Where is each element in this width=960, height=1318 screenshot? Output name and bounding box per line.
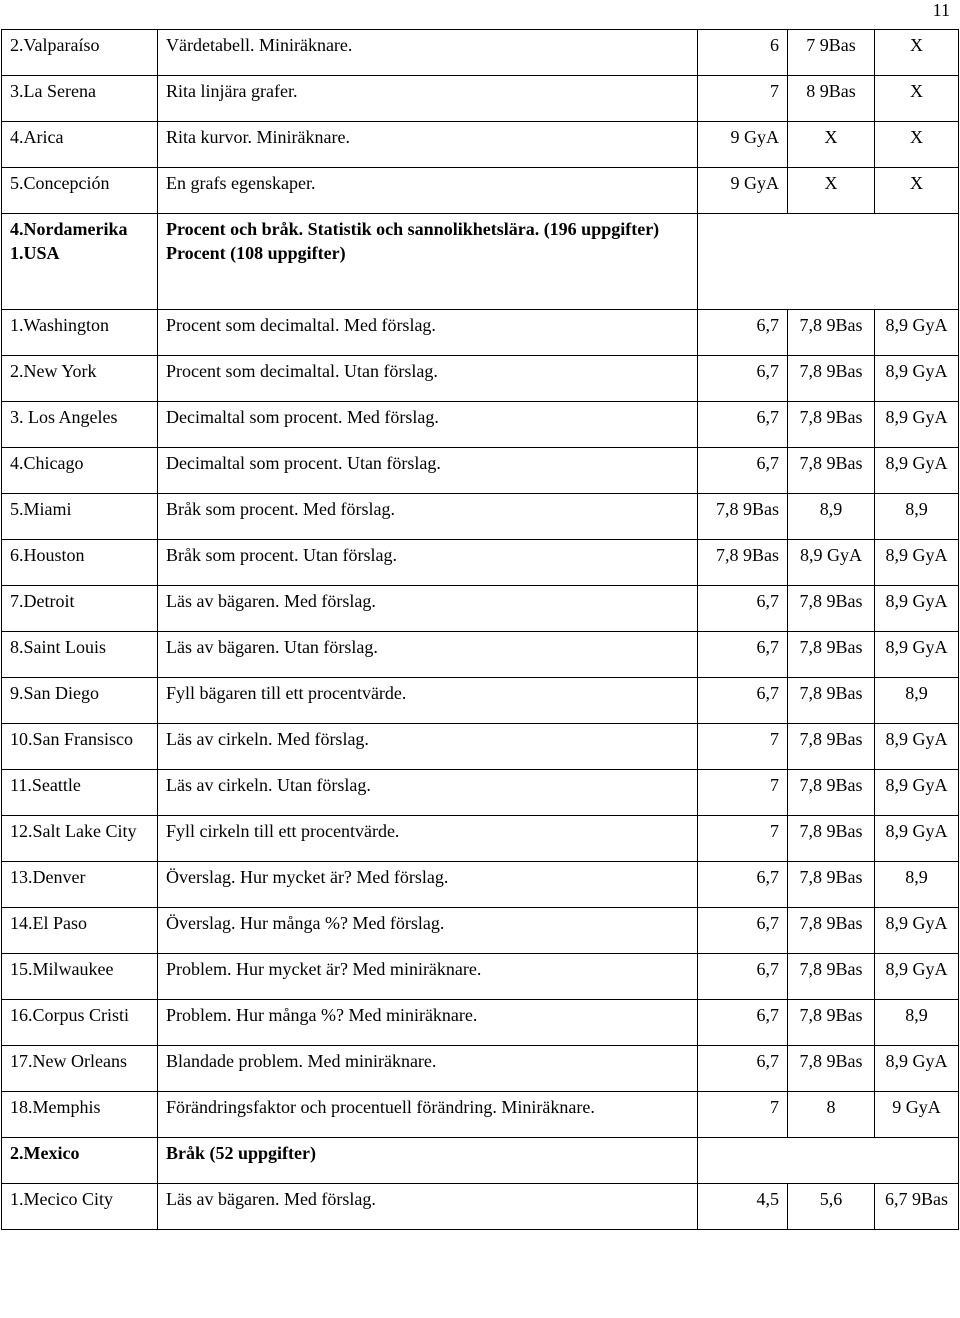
level-col-2: 7,8 9Bas (788, 356, 875, 402)
exercise-description: Bråk som procent. Utan förslag. (158, 540, 698, 586)
table-row (2, 632, 959, 678)
level-col-2: 7,8 9Bas (788, 448, 875, 494)
level-col-3: 8,9 (875, 494, 959, 540)
exercise-table (1, 29, 959, 1230)
exercise-name: 5.Miami (2, 494, 158, 540)
level-col-1: 7 (698, 770, 788, 816)
level-col-3: 8,9 GyA (875, 908, 959, 954)
exercise-description: Fyll bägaren till ett procentvärde. (158, 678, 698, 724)
exercise-description: Värdetabell. Miniräknare. (158, 30, 698, 76)
level-col-2: 7,8 9Bas (788, 954, 875, 1000)
exercise-description: Förändringsfaktor och procentuell förändring. Miniräknare. (158, 1092, 698, 1138)
level-col-2: 7,8 9Bas (788, 402, 875, 448)
section-title: 4.Nordamerika 1.USA (2, 214, 158, 310)
level-col-1: 9 GyA (698, 168, 788, 214)
level-col-2: 7,8 9Bas (788, 862, 875, 908)
level-col-1: 7 (698, 1092, 788, 1138)
level-col-1: 7,8 9Bas (698, 494, 788, 540)
exercise-name: 4.Arica (2, 122, 158, 168)
exercise-description: Procent som decimaltal. Utan förslag. (158, 356, 698, 402)
table-row (2, 494, 959, 540)
table-row (2, 122, 959, 168)
level-col-2: 7,8 9Bas (788, 816, 875, 862)
level-col-3: 8,9 GyA (875, 448, 959, 494)
table-row (2, 310, 959, 356)
level-col-1: 6,7 (698, 448, 788, 494)
level-col-2: 8,9 GyA (788, 540, 875, 586)
level-col-3: 8,9 GyA (875, 770, 959, 816)
exercise-description: Rita linjära grafer. (158, 76, 698, 122)
level-col-3: 8,9 (875, 678, 959, 724)
table-row (2, 908, 959, 954)
level-col-3: 8,9 GyA (875, 586, 959, 632)
table-row (2, 770, 959, 816)
exercise-name: 5.Concepción (2, 168, 158, 214)
exercise-name: 3. Los Angeles (2, 402, 158, 448)
level-col-1: 6,7 (698, 1000, 788, 1046)
level-col-1: 7 (698, 76, 788, 122)
level-col-3: 9 GyA (875, 1092, 959, 1138)
level-col-2: 8,9 (788, 494, 875, 540)
level-col-2: 7,8 9Bas (788, 1000, 875, 1046)
level-col-1: 6,7 (698, 586, 788, 632)
table-row (2, 30, 959, 76)
level-col-3: 8,9 (875, 862, 959, 908)
exercise-description: Läs av bägaren. Med förslag. (158, 1184, 698, 1230)
level-col-3: X (875, 30, 959, 76)
exercise-name: 18.Memphis (2, 1092, 158, 1138)
exercise-description: Blandade problem. Med miniräknare. (158, 1046, 698, 1092)
table-row (2, 448, 959, 494)
section-blank (698, 1138, 959, 1184)
level-col-2: X (788, 168, 875, 214)
level-col-1: 6,7 (698, 954, 788, 1000)
level-col-3: 8,9 GyA (875, 356, 959, 402)
level-col-1: 4,5 (698, 1184, 788, 1230)
exercise-description: Överslag. Hur mycket är? Med förslag. (158, 862, 698, 908)
level-col-3: 8,9 GyA (875, 540, 959, 586)
level-col-3: 8,9 GyA (875, 1046, 959, 1092)
exercise-name: 10.San Fransisco (2, 724, 158, 770)
level-col-3: 8,9 GyA (875, 632, 959, 678)
exercise-name: 6.Houston (2, 540, 158, 586)
level-col-2: 7,8 9Bas (788, 908, 875, 954)
level-col-1: 6,7 (698, 678, 788, 724)
level-col-1: 6,7 (698, 862, 788, 908)
exercise-description: Problem. Hur många %? Med miniräknare. (158, 1000, 698, 1046)
section-description: Bråk (52 uppgifter) (158, 1138, 698, 1184)
exercise-description: Läs av cirkeln. Med förslag. (158, 724, 698, 770)
level-col-1: 7,8 9Bas (698, 540, 788, 586)
table-row (2, 586, 959, 632)
exercise-description: Fyll cirkeln till ett procentvärde. (158, 816, 698, 862)
level-col-1: 6,7 (698, 1046, 788, 1092)
exercise-table-body (2, 30, 959, 1230)
exercise-description: Rita kurvor. Miniräknare. (158, 122, 698, 168)
level-col-2: 7,8 9Bas (788, 724, 875, 770)
table-row (2, 1046, 959, 1092)
exercise-name: 13.Denver (2, 862, 158, 908)
table-row (2, 1184, 959, 1230)
level-col-2: 7,8 9Bas (788, 586, 875, 632)
level-col-2: 5,6 (788, 1184, 875, 1230)
level-col-3: 8,9 GyA (875, 310, 959, 356)
table-row (2, 356, 959, 402)
exercise-description: Överslag. Hur många %? Med förslag. (158, 908, 698, 954)
exercise-name: 11.Seattle (2, 770, 158, 816)
exercise-name: 1.Mecico City (2, 1184, 158, 1230)
exercise-name: 4.Chicago (2, 448, 158, 494)
exercise-description: Bråk som procent. Med förslag. (158, 494, 698, 540)
level-col-2: 8 9Bas (788, 76, 875, 122)
level-col-2: 7,8 9Bas (788, 678, 875, 724)
level-col-2: 7,8 9Bas (788, 1046, 875, 1092)
level-col-1: 7 (698, 724, 788, 770)
exercise-name: 2.New York (2, 356, 158, 402)
level-col-3: 8,9 (875, 1000, 959, 1046)
level-col-1: 6,7 (698, 632, 788, 678)
table-row (2, 76, 959, 122)
exercise-description: Läs av cirkeln. Utan förslag. (158, 770, 698, 816)
section-row (2, 214, 959, 310)
section-row (2, 1138, 959, 1184)
level-col-3: 6,7 9Bas (875, 1184, 959, 1230)
level-col-2: 7,8 9Bas (788, 632, 875, 678)
level-col-3: 8,9 GyA (875, 724, 959, 770)
level-col-2: 7 9Bas (788, 30, 875, 76)
table-row (2, 954, 959, 1000)
exercise-name: 15.Milwaukee (2, 954, 158, 1000)
exercise-description: Procent som decimaltal. Med förslag. (158, 310, 698, 356)
level-col-1: 6,7 (698, 402, 788, 448)
table-row (2, 1092, 959, 1138)
level-col-3: 8,9 GyA (875, 954, 959, 1000)
exercise-name: 9.San Diego (2, 678, 158, 724)
level-col-1: 6 (698, 30, 788, 76)
exercise-description: En grafs egenskaper. (158, 168, 698, 214)
level-col-2: 8 (788, 1092, 875, 1138)
exercise-description: Decimaltal som procent. Utan förslag. (158, 448, 698, 494)
level-col-2: 7,8 9Bas (788, 770, 875, 816)
exercise-description: Decimaltal som procent. Med förslag. (158, 402, 698, 448)
exercise-name: 1.Washington (2, 310, 158, 356)
table-row (2, 1000, 959, 1046)
page-number: 11 (932, 0, 950, 20)
exercise-name: 16.Corpus Cristi (2, 1000, 158, 1046)
exercise-name: 8.Saint Louis (2, 632, 158, 678)
exercise-name: 7.Detroit (2, 586, 158, 632)
exercise-description: Problem. Hur mycket är? Med miniräknare. (158, 954, 698, 1000)
level-col-3: 8,9 GyA (875, 402, 959, 448)
table-row (2, 678, 959, 724)
exercise-name: 2.Valparaíso (2, 30, 158, 76)
table-row (2, 540, 959, 586)
exercise-description: Läs av bägaren. Med förslag. (158, 586, 698, 632)
table-row (2, 168, 959, 214)
level-col-2: 7,8 9Bas (788, 310, 875, 356)
exercise-name: 14.El Paso (2, 908, 158, 954)
section-description: Procent och bråk. Statistik och sannolikhetslära. (196 uppgifter) Procent (108 uppgifter) (158, 214, 698, 310)
exercise-name: 17.New Orleans (2, 1046, 158, 1092)
table-row (2, 402, 959, 448)
table-row (2, 816, 959, 862)
exercise-description: Läs av bägaren. Utan förslag. (158, 632, 698, 678)
level-col-1: 6,7 (698, 356, 788, 402)
level-col-1: 6,7 (698, 310, 788, 356)
level-col-3: 8,9 GyA (875, 816, 959, 862)
level-col-1: 6,7 (698, 908, 788, 954)
section-title: 2.Mexico (2, 1138, 158, 1184)
level-col-3: X (875, 76, 959, 122)
table-row (2, 724, 959, 770)
level-col-2: X (788, 122, 875, 168)
exercise-name: 12.Salt Lake City (2, 816, 158, 862)
exercise-name: 3.La Serena (2, 76, 158, 122)
level-col-3: X (875, 168, 959, 214)
table-row (2, 862, 959, 908)
level-col-3: X (875, 122, 959, 168)
section-blank (698, 214, 959, 310)
level-col-1: 7 (698, 816, 788, 862)
level-col-1: 9 GyA (698, 122, 788, 168)
